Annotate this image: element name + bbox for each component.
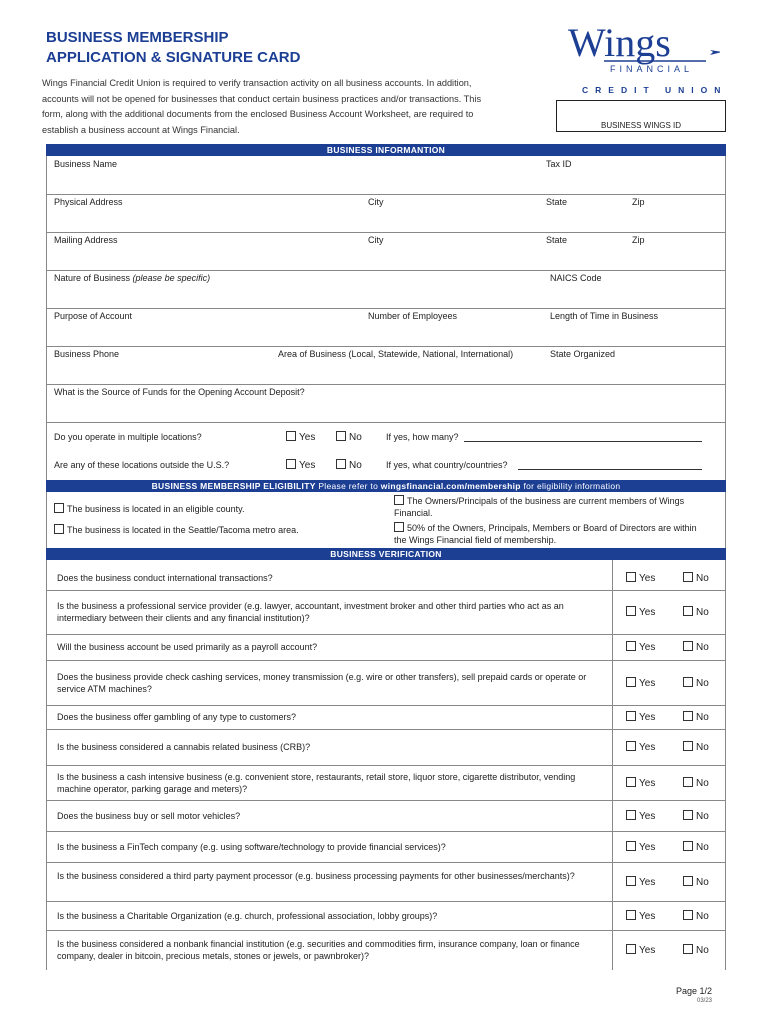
how-many-label: If yes, how many?: [386, 432, 459, 442]
verification-question: Is the business considered a third party payment processor (e.g. business processing payments for other businesses/merchants)?: [57, 870, 575, 881]
checkbox-icon: [683, 741, 693, 751]
verification-no-option[interactable]: [683, 841, 709, 853]
mailing-city-field[interactable]: City: [368, 235, 384, 245]
verification-yes-option[interactable]: [626, 777, 655, 789]
verification-no-option[interactable]: [683, 876, 709, 888]
yes-label: Yes: [639, 945, 656, 956]
row-divider: [46, 765, 726, 766]
checkbox-icon: [336, 459, 346, 469]
verification-yes-option[interactable]: [626, 572, 655, 584]
eligibility-title: BUSINESS MEMBERSHIP ELIGIBILITY: [151, 481, 316, 491]
yes-label: Yes: [639, 642, 656, 653]
no-label: No: [696, 910, 709, 922]
no-label: No: [696, 742, 709, 753]
checkbox-icon: [683, 606, 693, 616]
page-title: [46, 28, 300, 68]
multiple-locations-yes[interactable]: [286, 431, 315, 443]
yes-label: Yes: [639, 677, 656, 689]
checkbox-icon: [286, 459, 296, 469]
row-divider: [46, 930, 726, 931]
checkbox-icon: [626, 741, 636, 751]
logo-financial: FINANCIAL: [610, 64, 694, 74]
wings-id-field[interactable]: [556, 100, 726, 132]
verification-question: Is the business a FinTech company (e.g. using software/technology to provide financial services)?: [57, 841, 446, 852]
yes-label: Yes: [639, 742, 656, 753]
row-divider: [46, 590, 726, 591]
checkbox-icon: [626, 910, 636, 920]
checkbox-icon: [683, 572, 693, 582]
length-of-time-field[interactable]: Length of Time in Business: [550, 311, 659, 321]
outside-us-yes[interactable]: [286, 459, 315, 471]
verification-yes-option[interactable]: [626, 641, 655, 653]
checkbox-icon: [626, 572, 636, 582]
yes-label: Yes: [639, 841, 656, 853]
verification-question: Is the business considered a nonbank financial institution (e.g. securities and commodities firm, insurance company, loan or finance company, dealer in bitcoin, precious metals, stones or jewels, or pawnbroker)?: [57, 939, 580, 961]
refer-text: Please refer to: [315, 481, 381, 491]
verification-yes-option[interactable]: [626, 810, 655, 822]
physical-city-field[interactable]: City: [368, 197, 384, 207]
checkbox-icon: [683, 910, 693, 920]
mailing-address-field[interactable]: Mailing Address: [54, 235, 118, 245]
verification-heading: BUSINESS VERIFICATION: [46, 548, 726, 560]
checkbox-icon: [54, 503, 64, 513]
source-of-funds-field[interactable]: What is the Source of Funds for the Opening Account Deposit?: [54, 387, 305, 397]
no-label: No: [696, 810, 709, 822]
no-label: No: [349, 460, 362, 471]
checkbox-icon: [626, 606, 636, 616]
multiple-locations-no[interactable]: [336, 431, 362, 443]
area-of-business-field[interactable]: Area of Business (Local, Statewide, National, International): [278, 349, 514, 359]
row-divider: [46, 634, 726, 635]
yes-label: Yes: [639, 712, 656, 723]
verification-question: Does the business buy or sell motor vehicles?: [57, 810, 241, 821]
no-label: No: [696, 945, 709, 956]
no-label: No: [696, 677, 709, 689]
mailing-state-field[interactable]: State: [546, 235, 568, 245]
checkbox-icon: [626, 810, 636, 820]
verification-yes-option[interactable]: [626, 841, 655, 853]
no-label: No: [696, 573, 709, 584]
how-many-input[interactable]: [464, 441, 702, 442]
no-label: No: [696, 841, 709, 853]
title-line-2: APPLICATION & SIGNATURE CARD: [46, 49, 301, 66]
state-organized-field[interactable]: State Organized: [550, 349, 616, 359]
no-label: No: [349, 432, 362, 443]
checkbox-icon: [394, 522, 404, 532]
row-divider: [46, 800, 726, 801]
logo-credit-union: CREDIT UNION: [582, 85, 720, 95]
nature-of-business-field[interactable]: [54, 273, 210, 283]
checkbox-icon: [683, 677, 693, 687]
no-label: No: [696, 876, 709, 888]
verification-no-option[interactable]: [683, 711, 709, 723]
no-label: No: [696, 712, 709, 723]
row-divider: [46, 705, 726, 706]
checkbox-icon: [683, 711, 693, 721]
yes-label: Yes: [639, 876, 656, 888]
verification-question: Is the business a Charitable Organization (e.g. church, professional association, lobby groups)?: [57, 910, 438, 921]
verification-yes-option[interactable]: [626, 876, 655, 888]
row-divider: [46, 729, 726, 730]
checkbox-icon: [626, 777, 636, 787]
verification-no-option[interactable]: [683, 944, 709, 956]
business-information-heading: BUSINESS INFORMANTION: [46, 144, 726, 156]
checkbox-icon: [683, 876, 693, 886]
checkbox-icon: [626, 876, 636, 886]
verification-no-option[interactable]: [683, 572, 709, 584]
checkbox-icon: [626, 711, 636, 721]
physical-address-field[interactable]: Physical Address: [54, 197, 123, 207]
verification-question: Does the business conduct international transactions?: [57, 573, 273, 583]
checkbox-icon: [683, 810, 693, 820]
page-number: Page 1/2: [675, 986, 712, 996]
checkbox-icon: [286, 431, 296, 441]
yes-label: Yes: [639, 777, 656, 789]
logo-word: Wings: [568, 20, 671, 65]
checkbox-icon: [336, 431, 346, 441]
option-label: The business is located in the Seattle/Tacoma metro area.: [67, 525, 299, 535]
business-name-field[interactable]: Business Name: [54, 159, 118, 169]
seattle-tacoma-option[interactable]: [54, 524, 299, 535]
verification-question: Will the business account be used primarily as a payroll account?: [57, 642, 318, 652]
verification-question: Does the business provide check cashing services, money transmission (e.g. wire or other transfers), sell prepaid cards or operate or service ATM machines?: [57, 671, 587, 694]
verification-no-option[interactable]: [683, 641, 709, 653]
yes-label: Yes: [299, 460, 316, 471]
yes-label: Yes: [639, 810, 656, 822]
verification-yes-option[interactable]: [626, 677, 655, 689]
checkbox-icon: [54, 524, 64, 534]
yes-label: Yes: [639, 910, 656, 922]
row-divider: [46, 901, 726, 902]
multiple-locations-question: Do you operate in multiple locations?: [54, 432, 202, 442]
mailing-zip-field[interactable]: Zip: [632, 235, 645, 245]
option-label: 50% of the Owners, Principals, Members or Board of Directors are within the Wings Financial field of membership.: [394, 523, 697, 545]
countries-input[interactable]: [518, 469, 702, 470]
verification-question: Is the business a cash intensive business (e.g. convenient store, restaurants, retail store, liquor store, cigarette distributor, vending machine operator, parking garage and meters)?: [57, 771, 576, 794]
row-divider: [46, 862, 726, 863]
nature-note: (please be specific): [132, 273, 211, 283]
verification-question: Does the business offer gambling of any type to customers?: [57, 712, 296, 722]
yes-label: Yes: [299, 432, 316, 443]
row-divider: [46, 660, 726, 661]
business-phone-field[interactable]: Business Phone: [54, 349, 120, 359]
yes-label: Yes: [639, 607, 656, 618]
no-label: No: [696, 607, 709, 618]
eligibility-heading: [46, 480, 726, 492]
purpose-of-account-field[interactable]: Purpose of Account: [54, 311, 133, 321]
membership-link[interactable]: wingsfinancial.com/membership: [380, 481, 521, 491]
countries-label: If yes, what country/countries?: [386, 460, 508, 470]
nature-label: Nature of Business: [54, 273, 133, 283]
verification-no-option[interactable]: [683, 810, 709, 822]
no-label: No: [696, 642, 709, 653]
physical-state-field[interactable]: State: [546, 197, 568, 207]
verification-no-option[interactable]: [683, 777, 709, 789]
number-of-employees-field[interactable]: Number of Employees: [368, 311, 458, 321]
checkbox-icon: [683, 944, 693, 954]
wings-financial-logo: [560, 14, 720, 99]
field-of-membership-option[interactable]: [394, 522, 704, 546]
row-divider: [46, 831, 726, 832]
verification-yes-option[interactable]: [626, 711, 655, 723]
checkbox-icon: [394, 495, 404, 505]
intro-text: Wings Financial Credit Union is required to verify transaction activity on all business accounts. In addition, accounts will not be opened for businesses that conduct certain business practices and/or transactions. This form, along with the additional documents from the enclosed Business Account Worksheet, are required to establish a business account at Wings Financial.: [42, 78, 482, 135]
title-line-1: BUSINESS MEMBERSHIP: [46, 29, 229, 46]
checkbox-icon: [683, 841, 693, 851]
checkbox-icon: [683, 641, 693, 651]
owners-members-option[interactable]: [394, 495, 694, 519]
refer-text-end: for eligibility information: [520, 481, 621, 491]
tax-id-field[interactable]: Tax ID: [546, 159, 572, 169]
physical-zip-field[interactable]: Zip: [632, 197, 645, 207]
verification-no-option[interactable]: [683, 910, 709, 922]
checkbox-icon: [683, 777, 693, 787]
naics-code-field[interactable]: NAICS Code: [550, 273, 602, 283]
verification-yes-option[interactable]: [626, 910, 655, 922]
checkbox-icon: [626, 841, 636, 851]
wings-id-label: BUSINESS WINGS ID: [600, 121, 681, 130]
option-label: The Owners/Principals of the business are current members of Wings Financial.: [394, 496, 685, 518]
checkbox-icon: [626, 944, 636, 954]
form-code: 03/23: [696, 998, 712, 1004]
verification-no-option[interactable]: [683, 741, 709, 753]
verification-no-option[interactable]: [683, 677, 709, 689]
verification-yes-option[interactable]: [626, 741, 655, 753]
verification-yes-option[interactable]: [626, 944, 655, 956]
no-label: No: [696, 777, 709, 789]
verification-question: Is the business a professional service provider (e.g. lawyer, accountant, investment broker and other third parties who act as an intermediary between their clients and any financial institution)?: [57, 601, 564, 623]
wings-logo-icon: [560, 14, 720, 99]
verification-yes-option[interactable]: [626, 606, 655, 618]
verification-question: Is the business considered a cannabis related business (CRB)?: [57, 742, 311, 752]
checkbox-icon: [626, 677, 636, 687]
outside-us-question: Are any of these locations outside the U.S.?: [54, 460, 230, 470]
verification-no-option[interactable]: [683, 606, 709, 618]
checkbox-icon: [626, 641, 636, 651]
outside-us-no[interactable]: [336, 459, 362, 471]
eligible-county-option[interactable]: [54, 503, 244, 514]
option-label: The business is located in an eligible county.: [67, 504, 245, 514]
yes-label: Yes: [639, 573, 656, 584]
